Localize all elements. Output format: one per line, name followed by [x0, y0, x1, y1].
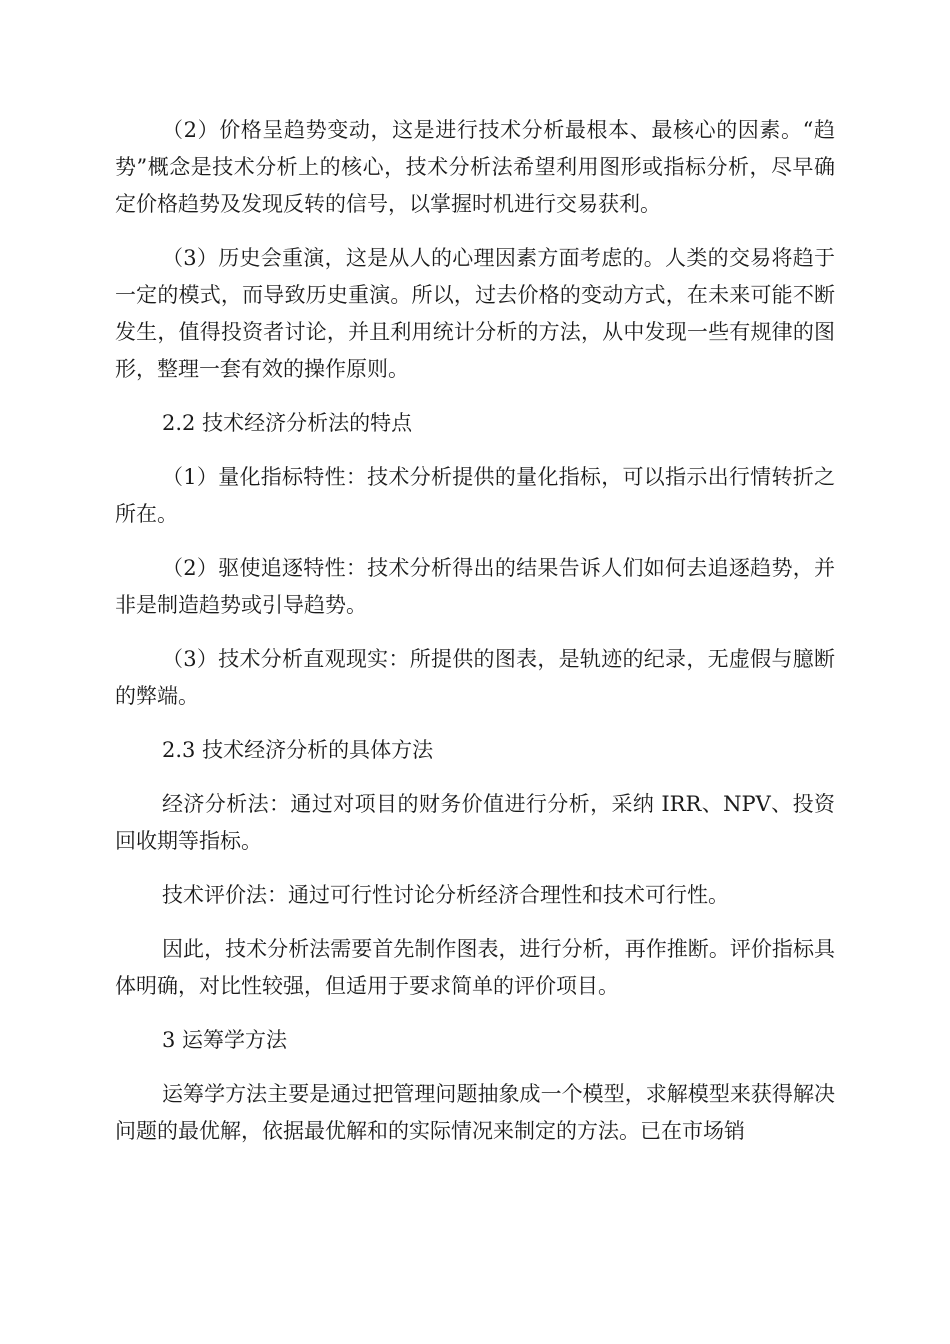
paragraph-technical-evaluation: 技术评价法：通过可行性讨论分析经济合理性和技术可行性。 — [162, 883, 729, 907]
section-heading-2-3: 2.3 技术经济分析的具体方法 — [162, 738, 434, 762]
paragraph-operations-research: 运筹学方法主要是通过把管理问题抽象成一个模型，求解模型来获得解决问题的最优解，依据最优解和的实际情况来制定的方法。已在市场销 — [115, 1082, 835, 1143]
paragraph-economic-analysis: 经济分析法：通过对项目的财务价值进行分析，采纳 IRR、NPV、投资回收期等指标。 — [115, 792, 835, 853]
document-body — [115, 112, 835, 1167]
paragraph-quantified-indicators: （1）量化指标特性：技术分析提供的量化指标，可以指示出行情转折之所在。 — [115, 465, 835, 526]
paragraph-trend-following: （2）驱使追逐特性：技术分析得出的结果告诉人们如何去追逐趋势，并非是制造趋势或引导趋势。 — [115, 556, 835, 617]
section-heading-2-2: 2.2 技术经济分析法的特点 — [162, 411, 413, 435]
paragraph-intuitive-reality: （3）技术分析直观现实：所提供的图表，是轨迹的纪录，无虚假与臆断的弊端。 — [115, 647, 835, 708]
paragraph-conclusion: 因此，技术分析法需要首先制作图表，进行分析，再作推断。评价指标具体明确，对比性较强，但适用于要求简单的评价项目。 — [115, 937, 835, 998]
paragraph-price-trend: （2）价格呈趋势变动，这是进行技术分析最根本、最核心的因素。“趋势”概念是技术分析上的核心，技术分析法希望利用图形或指标分析，尽早确定价格趋势及发现反转的信号，以掌握时机进行交易获利。 — [115, 118, 835, 216]
paragraph-history-repeats: （3）历史会重演，这是从人的心理因素方面考虑的。人类的交易将趋于一定的模式，而导致历史重演。所以，过去价格的变动方式，在未来可能不断发生，值得投资者讨论，并且利用统计分析的方法，从中发现一些有规律的图形，整理一套有效的操作原则。 — [115, 246, 835, 381]
section-heading-3: 3 运筹学方法 — [162, 1028, 288, 1052]
